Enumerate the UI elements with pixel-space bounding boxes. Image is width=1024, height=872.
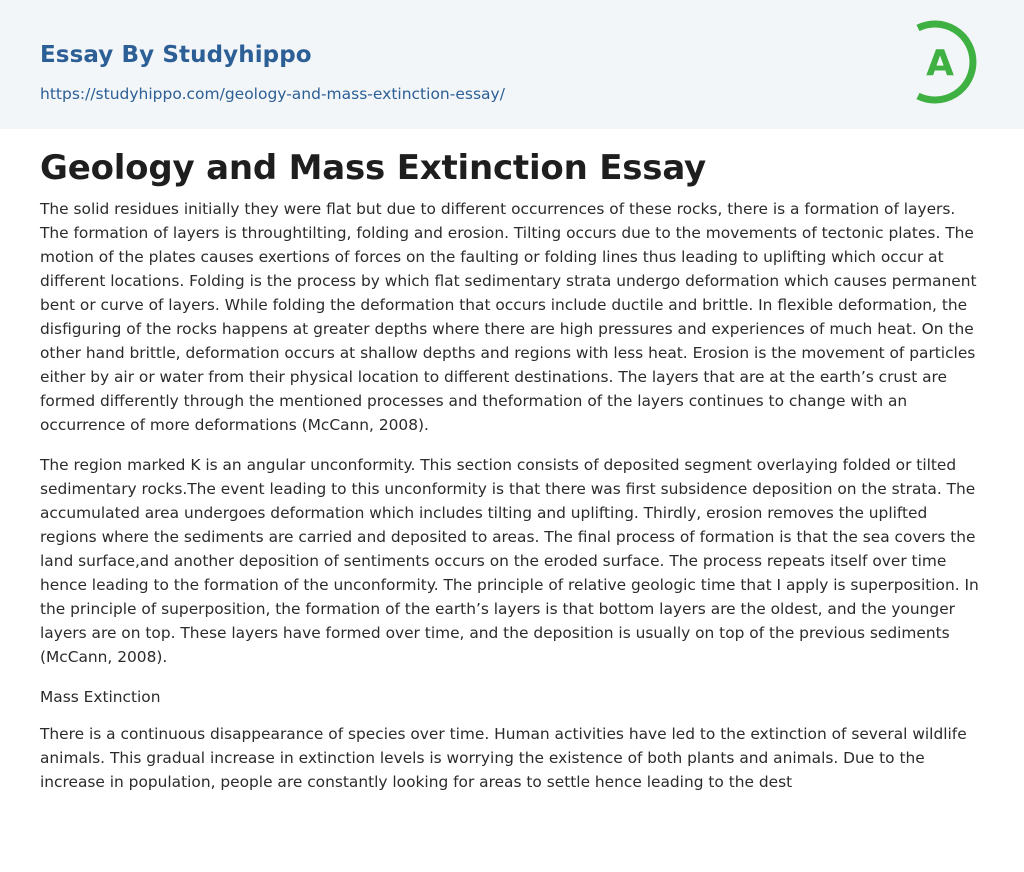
article-paragraph-2: The region marked K is an angular unconformity. This section consists of deposited segment overlaying folded or tilted sedimentary rocks.The event leading to this unconformity is that there was first subsidence deposition on the strata. The accumulated area undergoes deformation which includes tilting and uplifting. Thirdly, erosion removes the uplifted regions where the sediments are carried and deposited to areas. The final process of formation is that the sea covers the land surface,and another deposition of sentiments occurs on the eroded surface. The process repeats itself over time hence leading to the formation of the unconformity. The principle of relative geologic time that I apply is superposition. In the principle of superposition, the formation of the earth’s layers is that bottom layers are the oldest, and the younger layers are on top. These layers have formed over time, and the deposition is usually on top of the previous sediments (McCann, 2008).	[40, 456, 979, 666]
article-content	[40, 146, 986, 810]
article-paragraph-1: The solid residues initially they were flat but due to different occurrences of these rocks, there is a formation of layers. The formation of layers is throughtilting, folding and erosion. Tilting occurs due to the movements of tectonic plates. The motion of the plates causes exertions of forces on the faulting or folding lines thus leading to uplifting which occur at different locations. Folding is the process by which flat sedimentary strata undergo deformation which causes permanent bent or curve of layers. While folding the deformation that occurs include ductile and brittle. In flexible deformation, the disfiguring of the rocks happens at greater depths where there are high pressures and experiences of much heat. On the other hand brittle, deformation occurs at shallow depths and regions with less heat. Erosion is the movement of particles either by air or water from their physical location to different destinations. The layers that are at the earth’s crust are formed differently through the mentioned processes and theformation of the layers continues to change with an occurrence of more deformations (McCann, 2008).	[40, 200, 977, 434]
site-header	[0, 0, 1024, 129]
article-url-link[interactable]: https://studyhippo.com/geology-and-mass-extinction-essay/	[40, 85, 505, 103]
section-subheading: Mass Extinction	[40, 688, 161, 706]
page-title: Geology and Mass Extinction Essay	[40, 148, 706, 188]
logo-letter: A	[926, 43, 954, 84]
studyhippo-logo-icon[interactable]	[904, 18, 988, 106]
site-brand[interactable]: Essay By Studyhippo	[40, 42, 312, 68]
article-paragraph-3: There is a continuous disappearance of species over time. Human activities have led to the extinction of several wildlife animals. This gradual increase in extinction levels is worrying the existence of both plants and animals. Due to the increase in population, people are constantly looking for areas to settle hence leading to the dest	[40, 725, 967, 791]
